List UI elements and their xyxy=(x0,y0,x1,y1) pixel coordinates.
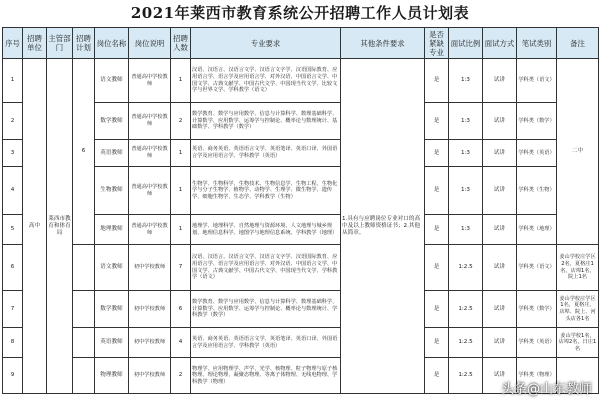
cell-mode: 试讲 xyxy=(483,328,517,358)
cell-urgent: 是 xyxy=(425,140,449,167)
cell-urgent: 是 xyxy=(425,103,449,140)
cell-exam: 学科类（物理） xyxy=(517,358,557,394)
cell-urgent: 是 xyxy=(425,59,449,103)
col-header: 笔试类别 xyxy=(517,28,557,59)
cell-post: 生物教师 xyxy=(95,167,129,215)
cell-ratio: 1:2.5 xyxy=(449,328,483,358)
col-header: 岗位说明 xyxy=(129,28,171,59)
cell-desc: 普通高中学校教师 xyxy=(129,103,171,140)
col-header: 是否紧缺专业 xyxy=(425,28,449,59)
col-header: 招聘人数 xyxy=(171,28,191,59)
cell-count: 1 xyxy=(171,167,191,215)
cell-major: 英语、商务英语、英语语言文学、英语笔译、英语口译、外国语言学及应用语言学、学科教学（英语） xyxy=(191,140,341,167)
cell-unit: 高中 xyxy=(23,59,47,394)
cell-desc: 普通高中学校教师 xyxy=(129,140,171,167)
cell-urgent: 是 xyxy=(425,291,449,328)
cell-note: 二中 xyxy=(557,59,599,245)
cell-exam: 学科类（英语） xyxy=(517,140,557,167)
cell-plan xyxy=(73,291,95,328)
page-title: 2021年莱西市教育系统公开招聘工作人员计划表 xyxy=(130,4,470,22)
cell-ratio: 1:3 xyxy=(449,140,483,167)
cell-no: 9 xyxy=(3,358,23,394)
cell-desc: 普通高中学校教师 xyxy=(129,215,171,245)
cell-urgent: 是 xyxy=(425,167,449,215)
cell-mode: 试讲 xyxy=(483,358,517,394)
table-row xyxy=(3,59,599,103)
cell-urgent: 是 xyxy=(425,245,449,291)
cell-note: 姜山学校1名，店埠2名，日庄1名 xyxy=(557,328,599,358)
cell-exam: 学科类（数学） xyxy=(517,103,557,140)
cell-post: 英语教师 xyxy=(95,328,129,358)
cell-ratio: 1:3 xyxy=(449,167,483,215)
cell-desc: 初中学校教师 xyxy=(129,328,171,358)
col-header: 岗位名称 xyxy=(95,28,129,59)
cell-ratio: 1:3 xyxy=(449,215,483,245)
cell-mode: 试讲 xyxy=(483,215,517,245)
cell-count: 1 xyxy=(171,215,191,245)
cell-ratio: 1:2.5 xyxy=(449,245,483,291)
cell-count: 6 xyxy=(171,291,191,328)
cell-count: 1 xyxy=(171,140,191,167)
cell-exam: 学科类（英语） xyxy=(517,328,557,358)
col-header: 面试方式 xyxy=(483,28,517,59)
cell-no: 7 xyxy=(3,291,23,328)
cell-plan xyxy=(73,245,95,291)
col-header: 备注 xyxy=(557,28,599,59)
col-header: 面试比例 xyxy=(449,28,483,59)
col-header: 招聘单位 xyxy=(23,28,47,59)
cell-mode: 试讲 xyxy=(483,59,517,103)
cell-urgent: 是 xyxy=(425,215,449,245)
col-header: 序号 xyxy=(3,28,23,59)
cell-plan xyxy=(73,328,95,358)
cell-count: 4 xyxy=(171,328,191,358)
cell-exam: 学科类（数学） xyxy=(517,291,557,328)
col-header: 招聘计划 xyxy=(73,28,95,59)
cell-exam: 学科类（生物） xyxy=(517,167,557,215)
cell-major: 英语、商务英语、英语语言文学、英语笔译、英语口译、外国语言学及应用语言学、学科教学（英语） xyxy=(191,328,341,358)
cell-major: 物理学、应用物理学、声学、光学、核物理、粒子物理与原子核物理、理论物理、凝聚态物理、等离子体物理、无线电物理、学科教学（物理） xyxy=(191,358,341,394)
cell-post: 数学教师 xyxy=(95,103,129,140)
table-row xyxy=(3,328,599,358)
cell-no: 5 xyxy=(3,215,23,245)
cell-post: 地理教师 xyxy=(95,215,129,245)
cell-urgent: 是 xyxy=(425,328,449,358)
cell-major: 地理学、地理科学、自然地理与资源环境、人文地理与城乡规划、地理信息科学、地图学与地理信息系统、学科教学（地理） xyxy=(191,215,341,245)
cell-no: 4 xyxy=(3,167,23,215)
cell-major: 汉语、汉语言、汉语言文学、汉语言文字学、汉语国际教育、应用语言学、语言学及应用语言学、对外汉语、中国语言文学、中国文学、古典文献学、中国古代文学、中国现当代文学、比较文学与世界文学、学科教学（语文） xyxy=(191,59,341,103)
cell-no: 3 xyxy=(3,140,23,167)
col-header: 其他条件要求 xyxy=(341,28,425,59)
cell-no: 8 xyxy=(3,328,23,358)
cell-no: 2 xyxy=(3,103,23,140)
cell-conditions: 1.具有与应聘岗位专业对口的高中及以上教师资格证书；2.其他从简章。 xyxy=(341,59,425,394)
cell-no: 6 xyxy=(3,245,23,291)
cell-mode: 试讲 xyxy=(483,291,517,328)
cell-major: 汉语、汉语言、汉语言文学、汉语言文字学、汉语国际教育、应用语言学、语言学及应用语言学、对外汉语、中国语言文学、中国文学、古典文献学、中国古代文学、中国现当代文学、学科教学（语文） xyxy=(191,245,341,291)
cell-count: 2 xyxy=(171,358,191,394)
cell-post: 物理教师 xyxy=(95,358,129,394)
cell-desc: 初中学校教师 xyxy=(129,291,171,328)
cell-major: 生物学、生物科学、生物技术、生物信息学、生物工程、生物化学与分子生物学、植物学、动物学、生理学、微生物学、遗传学、细胞生物学、生态学、学科教学（生物） xyxy=(191,167,341,215)
header-row xyxy=(3,28,599,59)
cell-exam: 学科类（语文） xyxy=(517,59,557,103)
cell-plan xyxy=(73,358,95,394)
cell-exam: 学科类（语文） xyxy=(517,245,557,291)
cell-count: 7 xyxy=(171,245,191,291)
table-row xyxy=(3,245,599,291)
cell-count: 1 xyxy=(171,59,191,103)
cell-dept: 莱西市教育和体育局 xyxy=(47,59,73,394)
watermark: 头条@山东教师 xyxy=(500,382,592,397)
cell-mode: 试讲 xyxy=(483,140,517,167)
cell-post: 语文教师 xyxy=(95,59,129,103)
cell-post: 语文教师 xyxy=(95,245,129,291)
cell-desc: 初中学校教师 xyxy=(129,358,171,394)
cell-desc: 初中学校教师 xyxy=(129,245,171,291)
table-row xyxy=(3,291,599,328)
cell-no: 1 xyxy=(3,59,23,103)
cell-exam: 学科类（地理） xyxy=(517,215,557,245)
col-header: 专业要求 xyxy=(191,28,341,59)
cell-post: 数学教师 xyxy=(95,291,129,328)
cell-ratio: 1:3 xyxy=(449,59,483,103)
cell-plan: 6 xyxy=(73,59,95,245)
cell-desc: 普通高中学校教师 xyxy=(129,59,171,103)
cell-note: 姜山学校庄学区2名，夏格庄1名，店埠1名，院上1名 xyxy=(557,245,599,291)
col-header: 主管部门 xyxy=(47,28,73,59)
cell-count: 2 xyxy=(171,103,191,140)
cell-mode: 试讲 xyxy=(483,245,517,291)
recruitment-table xyxy=(2,27,599,394)
cell-note: 姜山学校庄学区1名，夏格庄、店埠、院上、河头店各1名 xyxy=(557,291,599,328)
cell-mode: 试讲 xyxy=(483,167,517,215)
cell-mode: 试讲 xyxy=(483,103,517,140)
cell-ratio: 1:2.5 xyxy=(449,358,483,394)
cell-ratio: 1:2.5 xyxy=(449,291,483,328)
cell-major: 数学教育、数学与应用数学、信息与计算科学、数理基础科学、计算数学、应用数学、运筹学与控制论、概率论与数理统计、基础数学、学科教学（数学） xyxy=(191,103,341,140)
cell-urgent: 是 xyxy=(425,358,449,394)
cell-ratio: 1:3 xyxy=(449,103,483,140)
cell-desc: 普通高中学校教师 xyxy=(129,167,171,215)
cell-major: 数学教育、数学与应用数学、信息与计算科学、数理基础科学、计算数学、应用数学、运筹学与控制论、概率论与数理统计、学科教学（数学） xyxy=(191,291,341,328)
cell-post: 英语教师 xyxy=(95,140,129,167)
